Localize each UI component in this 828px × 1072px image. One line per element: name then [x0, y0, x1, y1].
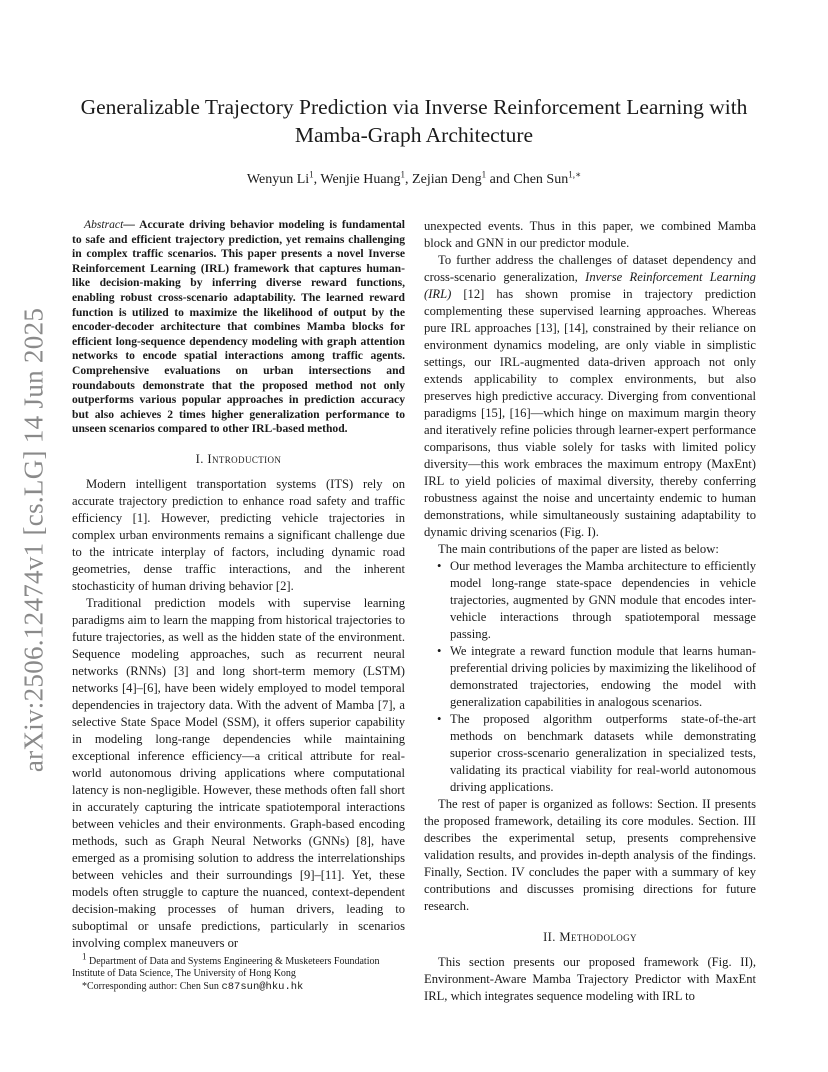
paragraph-text: [12] has shown promise in trajectory prediction complementing these supervised learning approaches. Whereas pure IRL approaches [13], [14], constrained by their reliance on environment dynamics modeling, are only viable in simplistic settings, our IRL-augmented data-driven approach not only extends applicability to complex environments, but also preserves high predictive accuracy. Diverging from conventional paradigms [15], [16]—which hinge on maximum margin theory and iteratively refine policies through learner-expert performance comparisons, thus viable solely for tasks with limited policy diversity—this work embraces the maximum entropy (MaxEnt) IRL to yield policies of maximal diversity, thereby conferring robustness against the noise and uncertainty endemic to human demonstrations, while simultaneously sustaining adaptability to dynamic driving scenarios (Fig. I). — [424, 287, 756, 539]
intro-paragraph-3 — [424, 252, 756, 541]
footnote-affiliation-text: Department of Data and Systems Engineering & Musketeers Foundation Institute of Data Science, The University of Hong Kong — [72, 956, 380, 980]
intro-paragraph-2: Traditional prediction models with supervise learning paradigms aim to learn the mapping from historical trajectories to future trajectories, as well as the hidden state of the environment. Sequence modeling approaches, such as recurrent neural networks (RNNs) [3] and long short-term memory (LSTM) networks [4]–[6], have been widely employed to model temporal dependencies in trajectory data. With the advent of Mamba [7], a selective State Space Model (SSM), it offers superior capability in modeling long-range dependencies while maintaining exceptional inference efficiency—a critical attribute for real-world autonomous driving applications where computational latency is non-negligible. However, these methods often fall short in accurately capturing the intricate spatiotemporal interactions between vehicles and their environments. Graph-based encoding methods, such as Graph Neural Networks (GNNs) [8], have emerged as a promising solution to address the interrelationships between vehicles and their surroundings [9]–[11]. Yet, these models often struggle to capture the nuanced, context-dependent decision-making processes of human drivers, leading to suboptimal or unsafe predictions, particularly in scenarios involving complex maneuvers or — [72, 595, 405, 950]
section-heading-methodology: II. Methodology — [543, 930, 637, 944]
footnotes — [72, 951, 405, 993]
intro-paragraph-2-continued: unexpected events. Thus in this paper, we combined Mamba block and GNN in our predictor module. — [424, 219, 756, 250]
abstract — [72, 218, 405, 437]
intro-paragraph-1: Modern intelligent transportation systems (ITS) rely on accurate trajectory prediction to enhance road safety and traffic efficiency [1]. However, predicting vehicle trajectories in complex urban environments remains a significant challenge due to the intricate interplay of factors, including dynamic road geometries, dense traffic interactions, and the inherent stochasticity of human driving behavior [2]. — [72, 476, 405, 593]
author: Chen Sun — [513, 172, 569, 187]
arxiv-id: arXiv:2506.12474v1 [cs.LG] 14 Jun 2025 — [18, 307, 49, 773]
paragraph-text: To further address the challenges of dataset dependency and cross-scenario generalization, — [424, 253, 756, 284]
author-mark: 1 — [481, 169, 487, 180]
right-column — [424, 218, 756, 1005]
title-line-1: Generalizable Trajectory Prediction via Inverse Reinforcement Learning with — [80, 95, 748, 119]
list-item: • The proposed algorithm outperforms state-of-the-art methods on benchmark datasets while demonstrating superior cross-scenario generalization in specialized tests, validating its practical viability for real-world autonomous driving applications. — [450, 711, 756, 796]
abstract-text: Accurate driving behavior modeling is fundamental to safe and efficient trajectory prediction, yet remains challenging in complex traffic scenarios. This paper presents a novel Inverse Reinforcement Learning (IRL) framework that captures human-like decision-making by inferring diverse reward functions, enabling robust cross-scenario adaptability. The learned reward function is utilized to maximize the likelihood of output by the encoder-decoder architecture that combines Mamba blocks for efficient long-sequence dependency modeling with graph attention networks to encode spatial interactions among traffic agents. Comprehensive evaluations on urban intersections and roundabouts demonstrate that the proposed method not only outperforms various popular approaches in prediction accuracy but also achieves 2 times higher generalization performance to unseen scenarios compared to other IRL-based method. — [72, 218, 405, 436]
paper-title — [60, 93, 768, 149]
methodology-paragraph: This section presents our proposed framework (Fig. II), Environment-Aware Mamba Trajectory Predictor with MaxEnt IRL, which integrates sequence modeling with IRL to — [424, 955, 756, 1003]
abstract-lead: Abstract — [84, 218, 124, 231]
author-mark: 1 — [400, 169, 406, 180]
footnote-affiliation — [72, 951, 405, 981]
author-separator: and — [486, 172, 514, 187]
author-mark: 1 — [309, 169, 314, 180]
author: Zejian Deng — [412, 172, 482, 187]
section-heading-introduction: I. Introduction — [195, 451, 282, 466]
list-item: • Our method leverages the Mamba architecture to efficiently model long-range state-space dependencies in vehicle trajectories, augmented by GNN module that encodes inter-vehicle interactions through spatiotemporal message passing. — [450, 558, 756, 643]
footnote-corresponding — [72, 981, 405, 993]
author-separator: , — [313, 172, 321, 187]
left-column — [72, 218, 405, 952]
author-mark: 1,∗ — [568, 169, 582, 180]
title-line-2: Mamba-Graph Architecture — [294, 123, 534, 147]
paragraph-emphasis: Inverse Reinforcement Learning (IRL) — [424, 270, 756, 301]
abstract-dash: — — [123, 218, 140, 231]
footnote-mark: 1 — [82, 951, 87, 962]
author: Wenjie Huang — [320, 172, 401, 187]
footnote-corresponding-text: *Corresponding author: Chen Sun — [82, 980, 222, 992]
author-list — [60, 169, 768, 188]
organization-paragraph: The rest of paper is organized as follows: Section. II presents the proposed framework, detailing its core modules. Section. III describes the experimental setup, presents comprehensive validation results, and provides in-depth analysis of the findings. Finally, Section. IV concludes the paper with a summary of key contributions and discusses promising directions for future research. — [424, 797, 756, 913]
author: Wenyun Li — [246, 172, 310, 187]
author-separator: , — [405, 172, 413, 187]
corresponding-email: c87sun@hku.hk — [221, 980, 304, 993]
contributions-intro: The main contributions of the paper are listed as below: — [438, 542, 719, 556]
list-item: • We integrate a reward function module that learns human-preferential driving policies by maximizing the likelihood of demonstrated trajectories, endowing the model with generalization capabilities in analogous scenarios. — [450, 643, 756, 711]
arxiv-sidebar-stamp — [14, 300, 54, 780]
contributions-list — [424, 558, 756, 796]
